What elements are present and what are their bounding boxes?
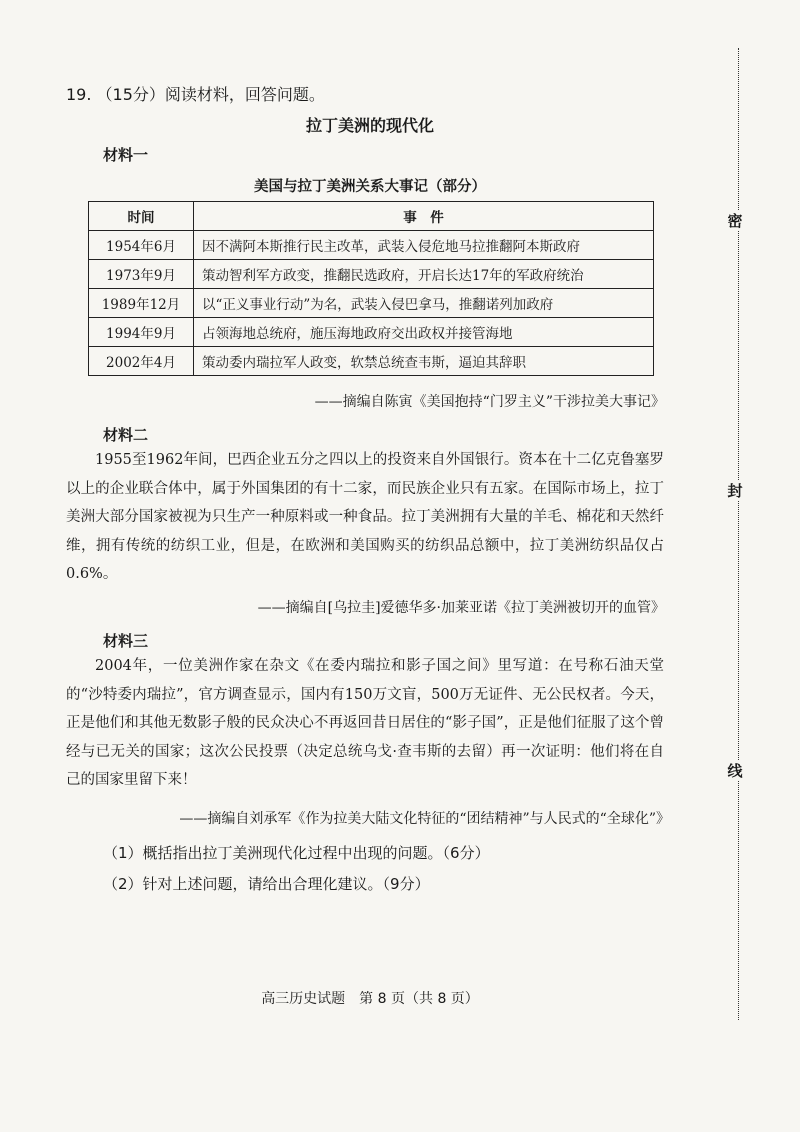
table-title: 美国与拉丁美洲关系大事记（部分） [254, 178, 486, 195]
table-row [89, 318, 654, 347]
question-title: 拉丁美洲的现代化 [305, 116, 434, 135]
sub-question-2: （2）针对上述问题，请给出合理化建议。（9分） [103, 875, 430, 893]
material2-body: 1955至1962年间，巴西企业五分之四以上的投资来自外国银行。资本在十二亿克鲁塞罗以上的企业联合体中，属于外国集团的有十二家，而民族企业只有五家。在国际市场上，拉丁美洲大部分国家被视为只生产一种原料或一种食品。拉丁美洲拥有大量的羊毛、棉花和天然纤维，拥有传统的纺织工业，但是，在欧洲和美国购买的纺织品总额中，拉丁美洲纺织品仅占0.6%。 [66, 452, 664, 582]
event-date: 1973年9月 [89, 260, 194, 289]
binding-char-line: 线 [725, 760, 745, 781]
material3-body: 2004年，一位美洲作家在杂文《在委内瑞拉和影子国之间》里写道：在号称石油天堂的“沙特委内瑞拉”，官方调查显示，国内有150万文盲，500万无证件、无公民权者。今天，正是他们和其他无数影子般的民众决心不再返回昔日居住的“影子国”，正是他们征服了这个曾经与已无关的国家；这次公民投票（决定总统乌戈·查韦斯的去留）再一次证明：他们将在自己的国家里留下来！ [66, 658, 664, 788]
table-row [89, 289, 654, 318]
material2-label: 材料二 [103, 426, 149, 444]
material1-label: 材料一 [103, 146, 149, 164]
event-date: 1994年9月 [89, 318, 194, 347]
binding-char-seal: 密 [725, 210, 745, 231]
table-header-row [89, 202, 654, 231]
material2-text [66, 446, 664, 589]
event-description: 策动委内瑞拉军人政变，软禁总统查韦斯，逼迫其辞职 [194, 347, 654, 376]
sub-question-1: （1）概括指出拉丁美洲现代化过程中出现的问题。（6分） [103, 844, 490, 862]
events-table [88, 201, 654, 376]
event-description: 以“正义事业行动”为名，武装入侵巴拿马，推翻诺列加政府 [194, 289, 654, 318]
event-date: 1954年6月 [89, 231, 194, 260]
binding-char-close: 封 [725, 480, 745, 501]
material1-source: ——摘编自陈寅《美国抱持“门罗主义”干涉拉美大事记》 [314, 394, 665, 410]
table-row [89, 231, 654, 260]
table-row [89, 260, 654, 289]
material3-text [66, 652, 664, 795]
event-date: 2002年4月 [89, 347, 194, 376]
material2-source: ——摘编自[乌拉圭]爱德华多·加莱亚诺《拉丁美洲被切开的血管》 [257, 600, 665, 616]
table-row [89, 347, 654, 376]
event-description: 占领海地总统府，施压海地政府交出政权并接管海地 [194, 318, 654, 347]
event-date: 1989年12月 [89, 289, 194, 318]
column-header-event: 事 件 [194, 202, 654, 231]
page-footer: 高三历史试题 第 8 页（共 8 页） [261, 991, 479, 1007]
column-header-time: 时间 [89, 202, 194, 231]
binding-line [738, 48, 739, 1020]
material3-source: ——摘编自刘承军《作为拉美大陆文化特征的“团结精神”与人民式的“全球化”》 [179, 811, 670, 827]
question-header: 19. （15分）阅读材料，回答问题。 [66, 85, 325, 104]
material3-label: 材料三 [103, 632, 149, 650]
event-description: 策动智利军方政变，推翻民选政府，开启长达17年的军政府统治 [194, 260, 654, 289]
event-description: 因不满阿本斯推行民主改革，武装入侵危地马拉推翻阿本斯政府 [194, 231, 654, 260]
